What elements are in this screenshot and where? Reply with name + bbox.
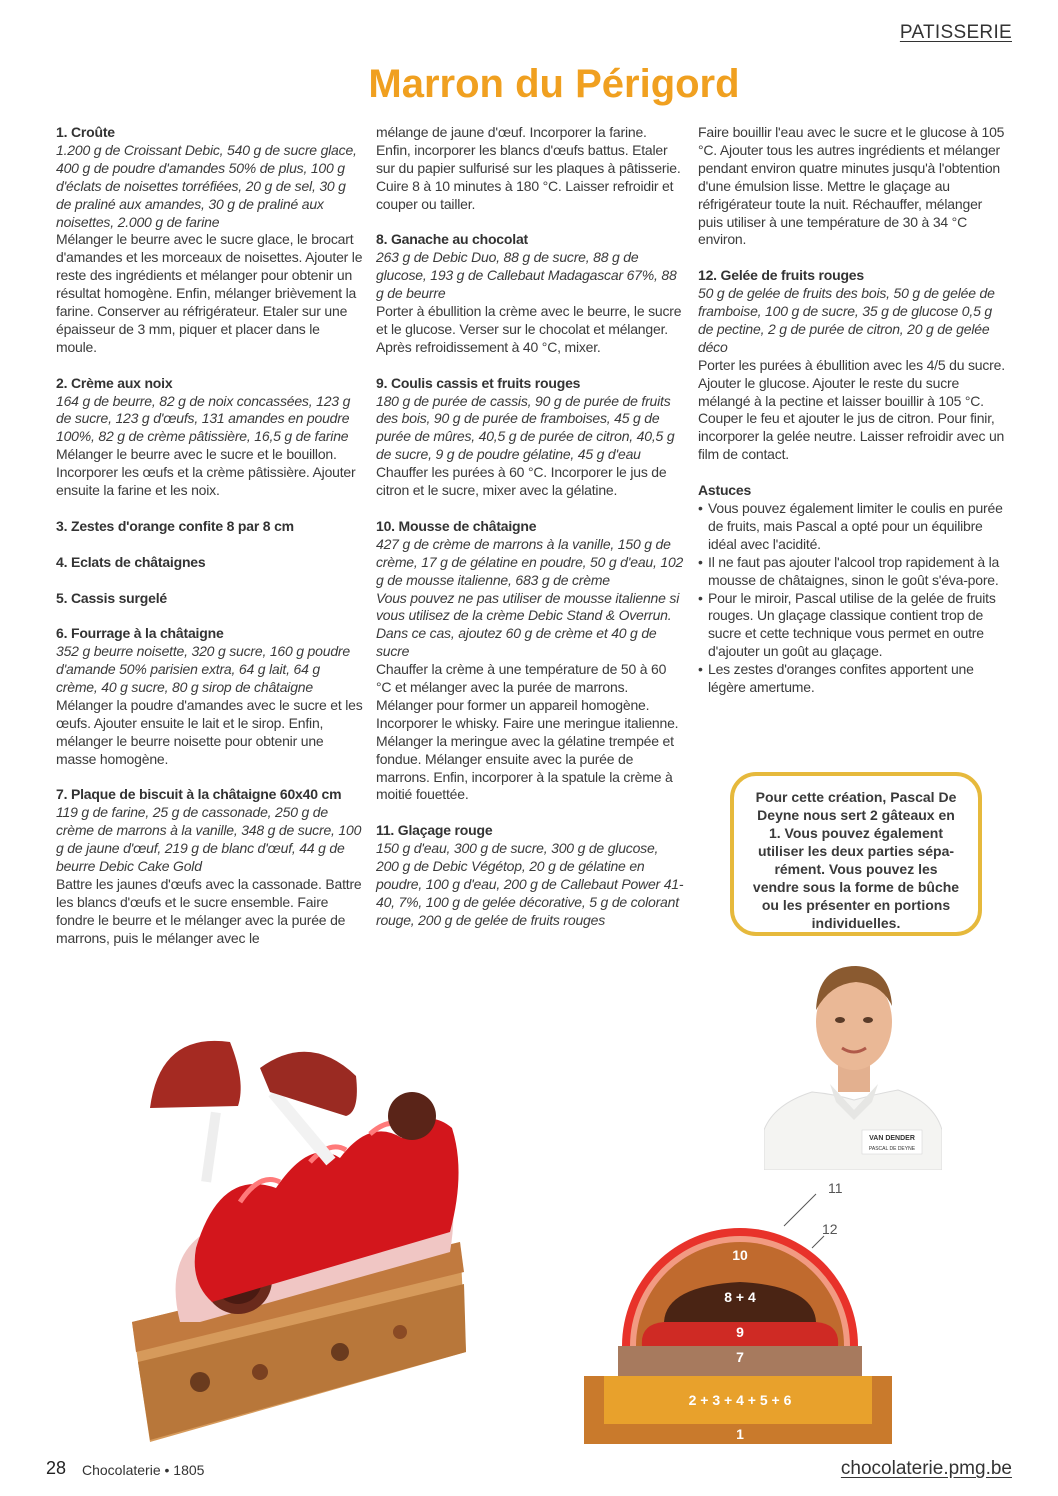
recipe-step	[376, 231, 684, 356]
step-method: Faire bouillir l'eau avec le sucre et le glucose à 105 °C. Ajouter tous les autres ingrédients et mélanger pendant environ quatre minutes jusqu'à l'obtention d'une émulsion lisse. Mettre le glaçage au réfrigérateur toute la nuit. Réchauffer, mélanger puis utiliser à une température de 30 à 34 °C environ.	[698, 124, 1005, 248]
tips-heading: Astuces	[698, 482, 752, 499]
column-2	[376, 124, 684, 948]
magazine-issue: Chocolaterie • 1805	[82, 1462, 205, 1478]
diagram-label-1: 1	[736, 1426, 744, 1442]
tips-list	[698, 500, 1006, 697]
step-heading: 8. Ganache au chocolat	[376, 231, 528, 248]
step-heading: 7. Plaque de biscuit à la châtaigne 60x40 cm	[56, 786, 342, 803]
recipe-step	[56, 590, 364, 608]
page-number: 28	[46, 1458, 67, 1478]
callout-box	[730, 772, 982, 936]
layer-diagram	[580, 1176, 896, 1444]
diagram-label-10: 10	[732, 1247, 748, 1263]
recipe-step	[376, 375, 684, 500]
recipe-step	[376, 822, 684, 929]
recipe-step	[56, 375, 364, 500]
step-method: Mélanger la poudre d'amandes avec le sucre et les œufs. Ajouter ensuite le lait et le sirop. Enfin, mélanger le beurre noisette pour obtenir une masse homogène.	[56, 696, 363, 767]
column-1	[56, 124, 364, 965]
recipe-step	[56, 625, 364, 768]
step-ingredients: 180 g de purée de cassis, 90 g de purée de fruits des bois, 90 g de purée de framboises, 45 g de purée de mûres, 40,5 g de purée de citron, 40,5 g de sucre, 9 g de poudre gélatine, 45 g d'eau	[376, 392, 675, 463]
step-ingredients: 119 g de farine, 25 g de cassonade, 250 g de crème de marrons à la vanille, 348 g de sucre, 100 g de jaune d'œuf, 219 g de blanc d'œuf, 44 g de beurre Debic Cake Gold	[56, 804, 362, 875]
diagram-label-7: 7	[736, 1349, 744, 1365]
recipe-step	[56, 124, 364, 357]
step-method: Chauffer les purées à 60 °C. Incorporer le jus de citron et le sucre, mixer avec la gélatine.	[376, 464, 667, 499]
step-heading: 9. Coulis cassis et fruits rouges	[376, 374, 581, 391]
section-label: PATISSERIE	[899, 22, 1012, 43]
recipe-step-continued	[376, 124, 684, 214]
jacket-name: PASCAL DE DEYNE	[868, 1146, 916, 1152]
recipe-step	[376, 518, 684, 805]
tips-block	[698, 482, 1006, 697]
step-heading: 5. Cassis surgelé	[56, 589, 167, 606]
step-heading: 10. Mousse de châtaigne	[376, 517, 537, 534]
step-heading: 2. Crème aux noix	[56, 374, 173, 391]
diagram-label-2-6: 2 + 3 + 4 + 5 + 6	[688, 1392, 792, 1408]
recipe-step	[56, 554, 364, 572]
step-method: mélange de jaune d'œuf. Incorporer la farine. Enfin, incorporer les blancs d'œufs battus. Etaler sur du papier sulfurisé sur les plaques à pâtisserie. Cuire 8 à 10 minutes à 180 °C. Laisser refroidir et couper ou tailler.	[376, 124, 681, 212]
step-ingredients: 164 g de beurre, 82 g de noix concassées, 123 g de sucre, 123 g d'œufs, 131 amandes en poudre 100%, 82 g de crème pâtissière, 16,5 g de farine	[56, 392, 351, 445]
step-ingredients: 427 g de crème de marrons à la vanille, 150 g de crème, 17 g de gélatine en poudre, 50 g d'eau, 102 g de mousse italienne, 683 g de crème	[376, 535, 684, 588]
tip-item: • Il ne faut pas ajouter l'alcool trop rapidement à la mousse de châtaignes, sinon le goût s'éva-pore.	[698, 554, 1006, 590]
step-heading: 11. Glaçage rouge	[376, 822, 493, 839]
recipe-step-continued	[698, 124, 1006, 249]
step-method: Porter à ébullition la crème avec le beurre, le sucre et le glucose. Verser sur le chocolat et mélanger. Après refroidissement à 40 °C, mixer.	[376, 303, 682, 355]
step-method: Porter les purées à ébullition avec les 4/5 du sucre. Ajouter le glucose. Ajouter le reste du sucre mélangé à la pectine et laisser bouillir à 105 °C. Couper le feu et ajouter le jus de citron. Pour finir, incorporer la gelée neutre. Laisser refroidir avec un film de contact.	[698, 356, 1005, 463]
step-note: Vous pouvez ne pas utiliser de mousse italienne si vous utilisez de la crème Debic Stand & Overrun. Dans ce cas, ajoutez 60 g de crème et 40 g de sucre	[376, 589, 680, 660]
diagram-label-9: 9	[736, 1324, 744, 1340]
callout-text: Pour cette création, Pascal De Deyne nous sert 2 gâteaux en 1. Vous pouvez également utiliser les deux parties sépa-rément. Vous pouvez les vendre sous la forme de bûche ou les présenter en portions individuelles.	[752, 789, 960, 931]
page-title: Marron du Périgord	[368, 62, 740, 106]
step-method: Mélanger le beurre avec le sucre glace, le brocart d'amandes et les morceaux de noisettes. Ajouter le reste des ingrédients et mélanger pour obtenir un résultat homogène. Enfin, mélanger brièvement la farine. Conserver au réfrigérateur. Etaler sur une épaisseur de 3 mm, piquer et placer dans le moule.	[56, 231, 363, 355]
step-method: Chauffer la crème à une température de 50 à 60 °C et mélanger avec la purée de marrons. Mélanger pour former un appareil homogène. Incorporer le whisky. Faire une meringue italienne. Mélanger la meringue avec la gélatine trempée et fondue. Mélanger ensuite avec la purée de marrons. Enfin, incorporer à la spatule la crème à moitié fouettée.	[376, 661, 679, 803]
chef-portrait	[764, 944, 942, 1170]
recipe-step	[56, 786, 364, 947]
cake-photo	[120, 1022, 472, 1448]
jacket-brand: VAN DENDER	[869, 1135, 915, 1142]
step-heading: 6. Fourrage à la châtaigne	[56, 625, 224, 642]
step-heading: 12. Gelée de fruits rouges	[698, 267, 864, 284]
column-3	[698, 124, 1006, 715]
diagram-label-12: 12	[822, 1221, 838, 1237]
tip-item: • Pour le miroir, Pascal utilise de la gelée de fruits rouges. Un glaçage classique contient trop de sucre et cette technique vous permet en outre d'ajouter un goût au glaçage.	[698, 590, 1006, 662]
recipe-step	[698, 267, 1006, 464]
step-method: Mélanger le beurre avec le sucre et le bouillon. Incorporer les œufs et la crème pâtissière. Ajouter ensuite la farine et les noix.	[56, 446, 356, 499]
step-ingredients: 263 g de Debic Duo, 88 g de sucre, 88 g de glucose, 193 g de Callebaut Madagascar 67%, 88 g de beurre	[376, 249, 677, 302]
step-ingredients: 1.200 g de Croissant Debic, 540 g de sucre glace, 400 g de poudre d'amandes 50% de plus, 100 g d'éclats de noisettes torréfiées, 20 g de sel, 30 g de praliné aux amandes, 30 g de praliné aux noisettes, 2.000 g de farine	[56, 141, 357, 230]
step-heading: 3. Zestes d'orange confite 8 par 8 cm	[56, 517, 294, 534]
tip-item: • Les zestes d'oranges confites apportent une légère amertume.	[698, 661, 1006, 697]
leader-line-11	[784, 1194, 816, 1226]
recipe-step	[56, 518, 364, 536]
website-link[interactable]: chocolaterie.pmg.be	[840, 1458, 1012, 1479]
step-heading: 4. Eclats de châtaignes	[56, 553, 206, 570]
step-method: Battre les jaunes d'œufs avec la cassonade. Battre les blancs d'œufs et le sucre ensemble. Faire fondre le beurre et le mélanger avec la purée de marrons, puis le mélanger avec le	[56, 875, 362, 946]
diagram-label-11: 11	[828, 1180, 843, 1196]
leader-line-12	[812, 1236, 824, 1248]
step-ingredients: 352 g beurre noisette, 320 g sucre, 160 g poudre d'amande 50% parisien extra, 64 g lait, 64 g crème, 40 g sucre, 80 g sirop de châtaigne	[56, 643, 350, 696]
diagram-label-8-4: 8 + 4	[724, 1289, 756, 1305]
step-ingredients: 50 g de gelée de fruits des bois, 50 g de gelée de framboise, 100 g de sucre, 35 g de glucose 0,5 g de pectine, 2 g de purée de citron, 20 g de gelée déco	[698, 285, 995, 355]
step-heading: 1. Croûte	[56, 124, 115, 140]
step-ingredients: 150 g d'eau, 300 g de sucre, 300 g de glucose, 200 g de Debic Végétop, 20 g de gélatine en poudre, 100 g d'eau, 200 g de Callebaut Power 41-40, 7%, 100 g de gelée décorative, 5 g de colorant rouge, 200 g de gelée de fruits rouges	[376, 840, 684, 928]
tip-item: • Vous pouvez également limiter le coulis en purée de fruits, mais Pascal a opté pour un équilibre idéal avec l'acidité.	[698, 500, 1006, 554]
